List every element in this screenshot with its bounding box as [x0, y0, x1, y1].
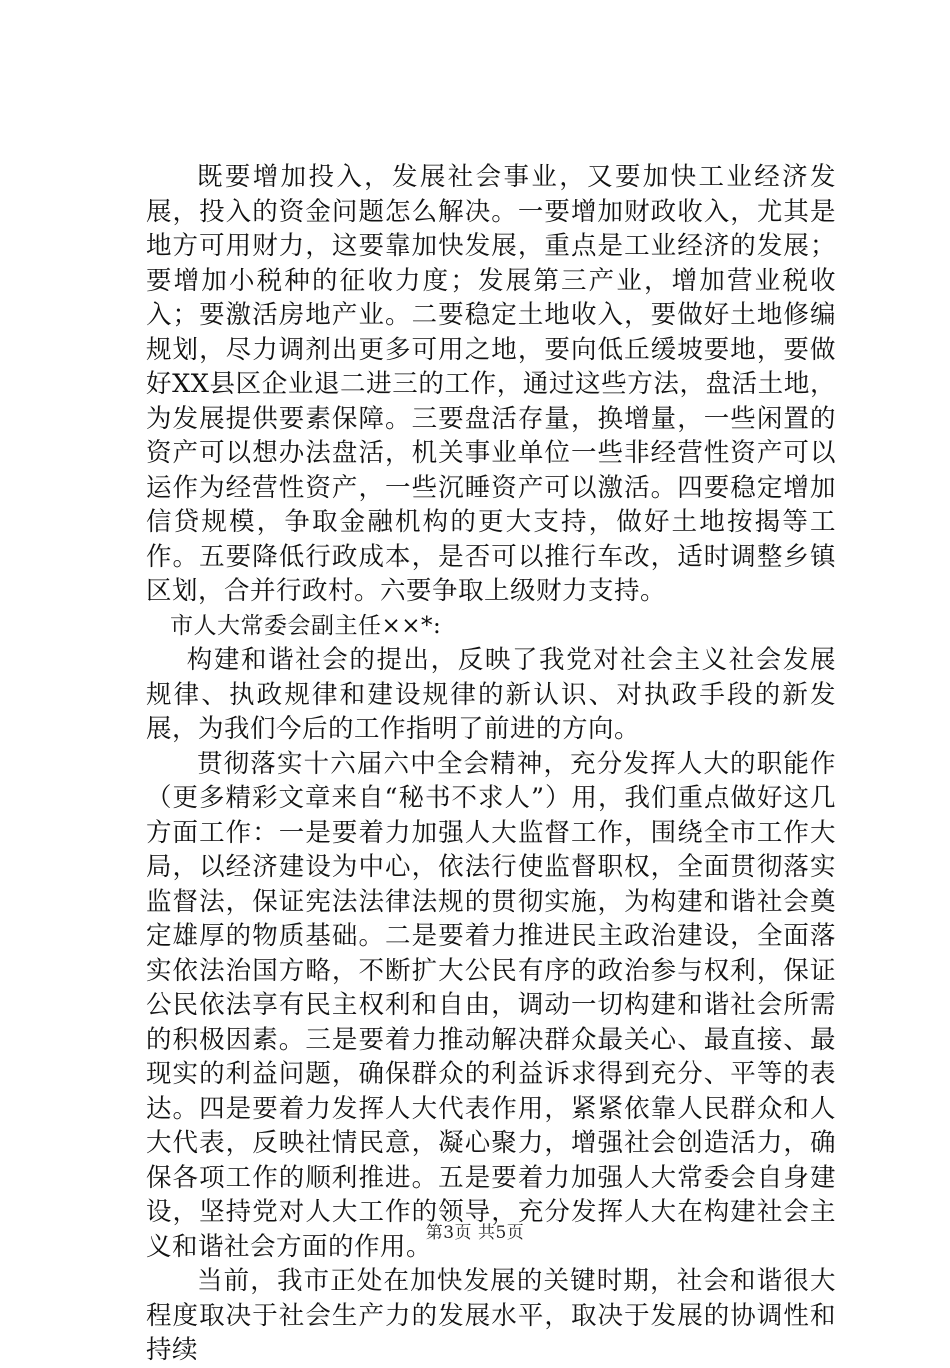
paragraph-funding: 既要增加投入，发展社会事业，又要加快工业经济发展，投入的资金问题怎么解决。一要增加财政收入，尤其是地方可用财力，这要靠加快发展，重点是工业经济的发展；要增加小税种的征收力度；发展第三产业，增加营业税收入；要激活房地产业。二要稳定土地收入，要做好土地修编规划，尽力调剂出更多可用之地，要向低丘缓坡要地，要做好XX县区企业退二进三的工作，通过这些方法，盘活土地，为发展提供要素保障。三要盘活存量，换增量，一些闲置的资产可以想办法盘活，机关事业单位一些非经营性资产可以运作为经营性资产，一些沉睡资产可以激活。四要稳定增加信贷规模，争取金融机构的更大支持，做好土地按揭等工作。五要降低行政成本，是否可以推行车改，适时调整乡镇区划，合并行政村。六要争取上级财力支持。	[146, 162, 836, 606]
page-number-footer: 第3页 共5页	[425, 1223, 525, 1243]
document-body	[146, 160, 836, 1368]
paragraph-npc-work: 贯彻落实十六届六中全会精神，充分发挥人大的职能作（更多精彩文章来自“秘书不求人”）用，我们重点做好这几方面工作：一是要着力加强人大监督工作，围绕全市工作大局，以经济建设为中心，依法行使监督职权，全面贯彻落实监督法，保证宪法法律法规的贯彻实施，为构建和谐社会奠定雄厚的物质基础。二是要着力推进民主政治建设，全面落实依法治国方略，不断扩大公民有序的政治参与权利，保证公民依法享有民主权利和自由，调动一切构建和谐社会所需的积极因素。三是要着力推动解决群众最关心、最直接、最现实的利益问题，确保群众的利益诉求得到充分、平等的表达。四是要着力发挥人大代表作用，紧紧依靠人民群众和人大代表，反映社情民意，凝心聚力，增强社会创造活力，确保各项工作的顺利推进。五是要着力加强人大常委会自身建设，坚持党对人大工作的领导，充分发挥人大在构建社会主义和谐社会方面的作用。	[146, 748, 836, 1262]
paragraph-harmonious-society: 构建和谐社会的提出，反映了我党对社会主义社会发展规律、执政规律和建设规律的新认识、对执政手段的新发展，为我们今后的工作指明了前进的方向。	[146, 645, 836, 744]
paragraph-current-period: 当前，我市正处在加快发展的关键时期，社会和谐很大程度取决于社会生产力的发展水平，取决于发展的协调性和持续	[146, 1266, 836, 1365]
speaker-heading: 市人大常委会副主任××*:	[170, 612, 442, 639]
